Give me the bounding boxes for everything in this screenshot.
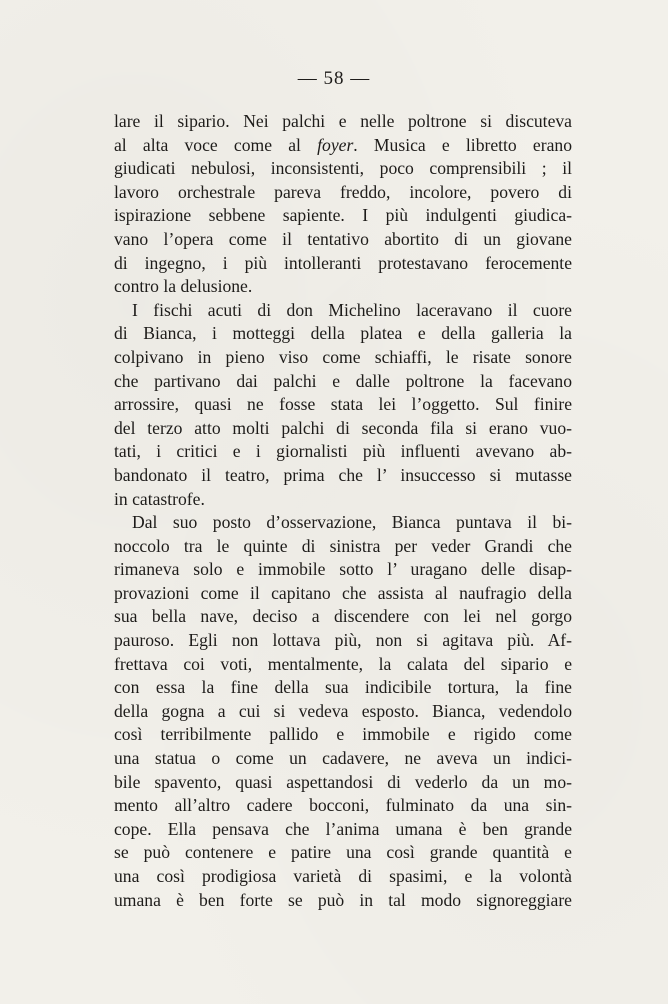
- text-line: ispirazione sebbene sapiente. I più indulgenti giudica-: [114, 205, 572, 226]
- text-line: sua bella nave, deciso a discendere con lei nel gorgo: [114, 606, 572, 627]
- text-line: di Bianca, i motteggi della platea e della galleria la: [114, 323, 572, 344]
- text-line-with-italic: al alta voce come al foyer. Musica e libretto erano: [114, 134, 573, 155]
- text-line: frettava coi voti, mentalmente, la calata del sipario e: [114, 653, 572, 674]
- page-number: — 58 —: [297, 68, 371, 89]
- text-line: giudicati nebulosi, inconsistenti, poco comprensibili ; il: [114, 158, 572, 179]
- text-line: pauroso. Egli non lottava più, non si agitava più. Af-: [114, 630, 572, 651]
- text-line: cope. Ella pensava che l’anima umana è ben grande: [114, 818, 572, 839]
- text-line: contro la delusione.: [114, 276, 253, 297]
- text-line: se può contenere e patire una così grande quantità e: [114, 842, 572, 863]
- text-line: del terzo atto molti palchi di seconda fila si erano vuo-: [114, 417, 572, 438]
- paragraph-1: [114, 110, 572, 299]
- text-line: bile spavento, quasi aspettandosi di vederlo da un mo-: [114, 771, 572, 792]
- text-line: tati, i critici e i giornalisti più influenti avevano ab-: [114, 441, 572, 462]
- text-line: rimaneva solo e immobile sotto l’ uragano delle disap-: [114, 559, 572, 580]
- text-line: I fischi acuti di don Michelino laceravano il cuore: [132, 299, 572, 320]
- text-line: vano l’opera come il tentativo abortito di un giovane: [114, 228, 572, 249]
- text-line: colpivano in pieno viso come schiaffi, le risate sonore: [114, 346, 572, 367]
- text-line: Dal suo posto d’osservazione, Bianca puntava il bi-: [132, 512, 572, 533]
- text-line: arrossire, quasi ne fosse stata lei l’oggetto. Sul finire: [114, 394, 572, 415]
- text-line: una così prodigiosa varietà di spasimi, e la volontà: [114, 866, 572, 886]
- paragraph-2: [114, 299, 572, 511]
- italic-word: foyer: [317, 134, 354, 155]
- text-line: provazioni come il capitano che assista al naufragio della: [114, 582, 572, 603]
- paragraph-3: [114, 511, 572, 912]
- text-line: lavoro orchestrale pareva freddo, incolore, povero di: [114, 181, 572, 202]
- text-line: così terribilmente pallido e immobile e rigido come: [114, 724, 572, 745]
- text-line: umana è ben forte se può in tal modo signoreggiare: [114, 889, 572, 910]
- text-line: con essa la fine della sua indicibile tortura, la fine: [114, 677, 572, 698]
- text-line: mento all’altro cadere bocconi, fulminato da una sin-: [114, 795, 572, 816]
- text-line: di ingegno, i più intolleranti protestavano ferocemente: [114, 252, 572, 273]
- text-line: lare il sipario. Nei palchi e nelle poltrone si discuteva: [114, 111, 572, 131]
- text-line: in catastrofe.: [114, 488, 205, 509]
- text-line: che partivano dai palchi e dalle poltrone la facevano: [114, 370, 572, 391]
- text-line: della gogna a cui si vedeva esposto. Bianca, vedendolo: [114, 700, 572, 721]
- text-line: una statua o come un cadavere, ne aveva un indici-: [114, 748, 572, 769]
- body-text: [114, 110, 572, 912]
- text-line: bandonato il teatro, prima che l’ insuccesso si mutasse: [114, 464, 572, 485]
- text-line: noccolo tra le quinte di sinistra per veder Grandi che: [114, 535, 572, 556]
